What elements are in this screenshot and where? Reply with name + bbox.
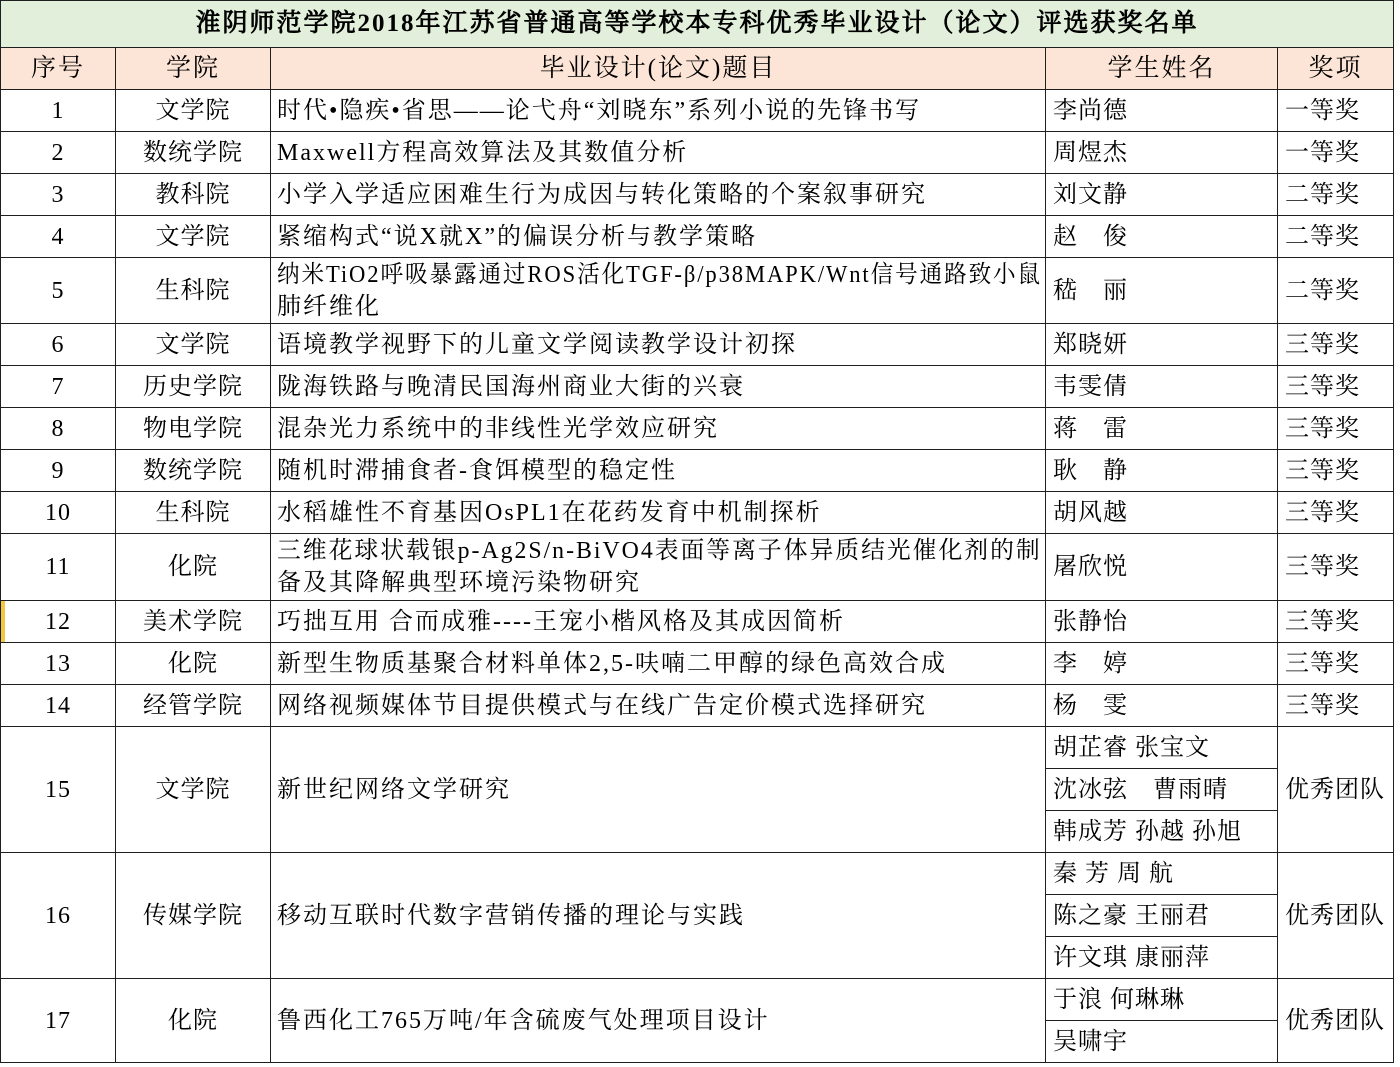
college-name: 数统学院 (143, 139, 243, 166)
table-row (1, 366, 1394, 408)
cell-topic[interactable] (271, 643, 1046, 685)
sheet-title-cell[interactable] (1, 1, 1394, 48)
award-label: 三等奖 (1285, 331, 1360, 358)
student-names: 秦 芳 周 航 (1053, 860, 1174, 887)
row-number: 12 (45, 608, 71, 635)
topic-text: 新型生物质基聚合材料单体2,5-呋喃二甲醇的绿色高效合成 (277, 650, 947, 677)
cell-college[interactable] (116, 216, 271, 258)
college-name: 生科院 (155, 499, 231, 526)
row-number: 8 (51, 415, 65, 442)
student-names: 蒋 雷 (1053, 415, 1128, 442)
cell-award[interactable] (1278, 643, 1394, 685)
topic-line (277, 371, 1045, 403)
cell-topic[interactable] (271, 132, 1046, 174)
table-row (1, 450, 1394, 492)
table-row (1, 853, 1394, 895)
header-no-label: 序号 (30, 54, 85, 82)
student-names: 韩成芳 孙越 孙旭 (1053, 818, 1242, 845)
topic-text: 纳米TiO2呼吸暴露通过ROS活化TGF-β/p38MAPK/Wnt信号通路致小鼠 (277, 261, 1043, 288)
row-number: 11 (45, 554, 71, 580)
student-names: 屠欣悦 (1053, 554, 1128, 580)
topic-text: 紧缩构式“说X就X”的偏误分析与教学策略 (277, 223, 757, 250)
cell-college[interactable] (116, 853, 271, 979)
topic-text: 巧拙互用 合而成雅----王宠小楷风格及其成因简析 (277, 608, 845, 635)
cell-student[interactable] (1046, 174, 1278, 216)
college-name: 历史学院 (143, 373, 243, 400)
topic-text: 网络视频媒体节目提供模式与在线广告定价模式选择研究 (277, 692, 927, 719)
cell-student[interactable] (1046, 643, 1278, 685)
college-name: 化院 (168, 650, 218, 677)
topic-text: Maxwell方程高效算法及其数值分析 (277, 139, 689, 166)
student-names: 胡芷睿 张宝文 (1053, 734, 1210, 761)
cell-topic[interactable] (271, 408, 1046, 450)
cell-no[interactable] (1, 534, 116, 601)
award-label: 二等奖 (1285, 181, 1360, 208)
cell-award[interactable] (1278, 258, 1394, 324)
cell-no[interactable] (1, 90, 116, 132)
row-number: 14 (45, 692, 71, 719)
row-number: 2 (51, 139, 65, 166)
cell-award[interactable] (1278, 492, 1394, 534)
topic-text: 三维花球状载银p-Ag2S/n-BiVO4表面等离子体异质结光催化剂的制 (277, 538, 1042, 564)
topic-text: 鲁西化工765万吨/年含硫废气处理项目设计 (277, 1007, 770, 1034)
cell-award[interactable] (1278, 216, 1394, 258)
cell-student[interactable] (1046, 853, 1278, 895)
table-row (1, 685, 1394, 727)
table-row (1, 534, 1394, 601)
cell-college[interactable] (116, 366, 271, 408)
topic-line (277, 291, 1045, 323)
header-topic-label: 毕业设计(论文)题目 (539, 54, 777, 82)
student-names: 杨 雯 (1053, 692, 1128, 719)
cell-student[interactable] (1046, 324, 1278, 366)
cell-award[interactable] (1278, 979, 1394, 1063)
topic-line (277, 497, 1045, 529)
cell-college[interactable] (116, 979, 271, 1063)
table-row (1, 324, 1394, 366)
cell-topic[interactable] (271, 727, 1046, 853)
cell-no[interactable] (1, 727, 116, 853)
student-names: 嵇 丽 (1053, 277, 1128, 304)
college-name: 传媒学院 (143, 902, 243, 929)
award-label: 二等奖 (1285, 223, 1360, 250)
cell-student[interactable] (1046, 895, 1278, 937)
cell-topic[interactable] (271, 534, 1046, 601)
cell-college[interactable] (116, 132, 271, 174)
cell-college[interactable] (116, 450, 271, 492)
award-label: 三等奖 (1285, 373, 1360, 400)
header-cell-no[interactable] (1, 48, 116, 90)
cell-student[interactable] (1046, 408, 1278, 450)
cell-topic[interactable] (271, 853, 1046, 979)
college-name: 数统学院 (143, 457, 243, 484)
student-names: 郑晓妍 (1053, 331, 1128, 358)
table-row (1, 727, 1394, 769)
topic-line (277, 95, 1045, 127)
student-names: 于浪 何琳琳 (1053, 986, 1185, 1013)
cell-student[interactable] (1046, 979, 1278, 1021)
award-label: 一等奖 (1285, 97, 1360, 124)
row-number: 17 (45, 1007, 71, 1034)
cell-student[interactable] (1046, 769, 1278, 811)
row-number: 16 (45, 902, 71, 929)
topic-line (277, 179, 1045, 211)
topic-line (277, 1005, 1045, 1037)
header-college-label: 学院 (165, 54, 220, 82)
topic-line (277, 455, 1045, 487)
topic-text: 随机时滞捕食者-食饵模型的稳定性 (277, 457, 677, 484)
cell-topic[interactable] (271, 366, 1046, 408)
cell-no[interactable] (1, 601, 116, 643)
college-name: 生科院 (155, 277, 231, 304)
cell-college[interactable] (116, 258, 271, 324)
cell-student[interactable] (1046, 601, 1278, 643)
cell-college[interactable] (116, 601, 271, 643)
table-row (1, 258, 1394, 324)
award-label: 优秀团队 (1285, 1007, 1385, 1034)
cell-student[interactable] (1046, 727, 1278, 769)
cell-award[interactable] (1278, 685, 1394, 727)
table-row (1, 174, 1394, 216)
student-names: 沈冰弦 曹雨晴 (1053, 776, 1228, 803)
cell-student[interactable] (1046, 811, 1278, 853)
cell-no[interactable] (1, 408, 116, 450)
award-label: 三等奖 (1285, 415, 1360, 442)
topic-text: 混杂光力系统中的非线性光学效应研究 (277, 415, 719, 442)
cell-topic[interactable] (271, 979, 1046, 1063)
cell-college[interactable] (116, 685, 271, 727)
student-names: 赵 俊 (1053, 223, 1128, 250)
sheet-title: 淮阴师范学院2018年江苏省普通高等学校本专科优秀毕业设计（论文）评选获奖名单 (195, 10, 1199, 37)
topic-text: 小学入学适应困难生行为成因与转化策略的个案叙事研究 (277, 181, 927, 208)
college-name: 物电学院 (143, 415, 243, 442)
award-label: 三等奖 (1285, 457, 1360, 484)
cell-award[interactable] (1278, 727, 1394, 853)
header-cell-students[interactable] (1046, 48, 1278, 90)
table-row (1, 601, 1394, 643)
cell-topic[interactable] (271, 174, 1046, 216)
cell-college[interactable] (116, 643, 271, 685)
college-name: 文学院 (155, 776, 231, 803)
college-name: 文学院 (155, 223, 231, 250)
student-names: 张静怡 (1053, 608, 1128, 635)
cell-topic[interactable] (271, 450, 1046, 492)
table-row (1, 90, 1394, 132)
college-name: 文学院 (155, 331, 231, 358)
topic-line (277, 690, 1045, 722)
cell-no[interactable] (1, 216, 116, 258)
row-number: 10 (45, 499, 71, 526)
topic-line (277, 648, 1045, 680)
table-row (1, 216, 1394, 258)
row-number: 13 (45, 650, 71, 677)
header-cell-award[interactable] (1278, 48, 1394, 90)
student-names: 吴啸宇 (1053, 1028, 1128, 1055)
cell-award[interactable] (1278, 853, 1394, 979)
row-number: 9 (51, 457, 65, 484)
cell-award[interactable] (1278, 174, 1394, 216)
cell-college[interactable] (116, 174, 271, 216)
college-name: 化院 (168, 554, 218, 580)
cell-award[interactable] (1278, 132, 1394, 174)
cell-no[interactable] (1, 492, 116, 534)
cell-award[interactable] (1278, 450, 1394, 492)
topic-line (277, 567, 1045, 599)
topic-text: 肺纤维化 (277, 293, 381, 320)
topic-line (277, 137, 1045, 169)
cell-topic[interactable] (271, 492, 1046, 534)
student-names: 李 婷 (1053, 650, 1128, 677)
header-cell-topic[interactable] (271, 48, 1046, 90)
topic-text: 新世纪网络文学研究 (277, 776, 511, 803)
college-name: 文学院 (155, 97, 231, 124)
student-names: 刘文静 (1053, 181, 1128, 208)
row-number: 4 (51, 223, 65, 250)
topic-line (277, 259, 1045, 291)
topic-text: 移动互联时代数字营销传播的理论与实践 (277, 902, 745, 929)
cell-award[interactable] (1278, 324, 1394, 366)
topic-line (277, 413, 1045, 445)
cell-student[interactable] (1046, 1021, 1278, 1063)
table-row (1, 643, 1394, 685)
topic-text: 陇海铁路与晚清民国海州商业大街的兴衰 (277, 373, 745, 400)
cell-no[interactable] (1, 258, 116, 324)
topic-text: 备及其降解典型环境污染物研究 (277, 570, 641, 596)
cell-college[interactable] (116, 534, 271, 601)
award-label: 优秀团队 (1285, 776, 1385, 803)
table-row (1, 492, 1394, 534)
title-row (1, 1, 1394, 48)
cell-college[interactable] (116, 408, 271, 450)
cell-topic[interactable] (271, 601, 1046, 643)
table-row (1, 408, 1394, 450)
cell-award[interactable] (1278, 90, 1394, 132)
cell-student[interactable] (1046, 450, 1278, 492)
student-names: 陈之豪 王丽君 (1053, 902, 1210, 929)
college-name: 化院 (168, 1007, 218, 1034)
topic-text: 水稻雄性不育基因OsPL1在花药发育中机制探析 (277, 499, 822, 526)
cell-student[interactable] (1046, 90, 1278, 132)
cell-topic[interactable] (271, 258, 1046, 324)
topic-line (277, 535, 1045, 567)
award-label: 二等奖 (1285, 277, 1360, 304)
cell-student[interactable] (1046, 216, 1278, 258)
award-label: 三等奖 (1285, 608, 1360, 635)
student-names: 韦雯倩 (1053, 373, 1128, 400)
cell-student[interactable] (1046, 258, 1278, 324)
cell-college[interactable] (116, 727, 271, 853)
cell-no[interactable] (1, 174, 116, 216)
header-students-label: 学生姓名 (1107, 54, 1216, 82)
table-row (1, 979, 1394, 1021)
cell-no[interactable] (1, 132, 116, 174)
topic-line (277, 329, 1045, 361)
award-label: 三等奖 (1285, 554, 1360, 580)
cell-no[interactable] (1, 324, 116, 366)
cell-topic[interactable] (271, 216, 1046, 258)
award-label: 三等奖 (1285, 499, 1360, 526)
cell-no[interactable] (1, 366, 116, 408)
student-names: 耿 静 (1053, 457, 1128, 484)
cell-student[interactable] (1046, 492, 1278, 534)
cell-award[interactable] (1278, 366, 1394, 408)
table-row (1, 132, 1394, 174)
award-label: 优秀团队 (1285, 902, 1385, 929)
row-number: 6 (51, 331, 65, 358)
header-award-label: 奖项 (1308, 54, 1363, 82)
header-row (1, 48, 1394, 90)
award-label: 三等奖 (1285, 650, 1360, 677)
cell-student[interactable] (1046, 132, 1278, 174)
cell-topic[interactable] (271, 324, 1046, 366)
cell-student[interactable] (1046, 534, 1278, 601)
row-number: 1 (51, 97, 65, 124)
student-names: 许文琪 康丽萍 (1053, 944, 1210, 971)
cell-college[interactable] (116, 492, 271, 534)
topic-line (277, 900, 1045, 932)
award-label: 三等奖 (1285, 692, 1360, 719)
row-number: 5 (51, 277, 65, 304)
cell-no[interactable] (1, 853, 116, 979)
college-name: 美术学院 (143, 608, 243, 635)
topic-text: 语境教学视野下的儿童文学阅读教学设计初探 (277, 331, 797, 358)
cell-award[interactable] (1278, 601, 1394, 643)
row-number: 3 (51, 181, 65, 208)
college-name: 经管学院 (143, 692, 243, 719)
cell-no[interactable] (1, 685, 116, 727)
student-names: 胡风越 (1053, 499, 1128, 526)
cell-college[interactable] (116, 324, 271, 366)
college-name: 教科院 (155, 181, 231, 208)
cell-award[interactable] (1278, 408, 1394, 450)
cell-award[interactable] (1278, 534, 1394, 601)
cell-student[interactable] (1046, 937, 1278, 979)
topic-line (277, 221, 1045, 253)
header-cell-college[interactable] (116, 48, 271, 90)
cell-topic[interactable] (271, 685, 1046, 727)
student-names: 李尚德 (1053, 97, 1128, 124)
student-names: 周煜杰 (1053, 139, 1128, 166)
cell-topic[interactable] (271, 90, 1046, 132)
cell-college[interactable] (116, 90, 271, 132)
row-number: 7 (51, 373, 65, 400)
cell-no[interactable] (1, 643, 116, 685)
cell-no[interactable] (1, 450, 116, 492)
topic-text: 时代•隐疾•省思——论弋舟“刘晓东”系列小说的先锋书写 (277, 97, 922, 124)
award-label: 一等奖 (1285, 139, 1360, 166)
cell-student[interactable] (1046, 685, 1278, 727)
topic-line (277, 774, 1045, 806)
topic-line (277, 606, 1045, 638)
cell-student[interactable] (1046, 366, 1278, 408)
cell-no[interactable] (1, 979, 116, 1063)
row-number: 15 (45, 776, 71, 803)
